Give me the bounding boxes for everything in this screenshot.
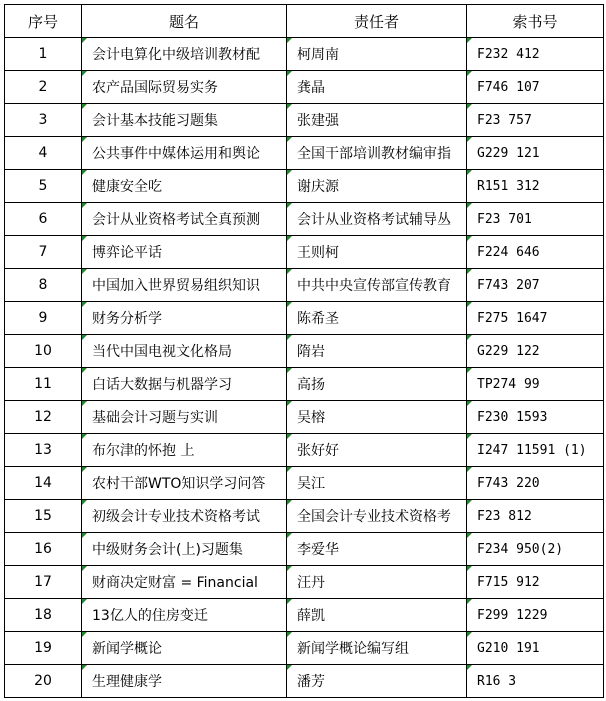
cell-marker-icon xyxy=(287,170,292,175)
cell-title[interactable] xyxy=(82,401,287,434)
cell-author-text: 中共中央宣传部宣传教育 xyxy=(297,278,451,294)
cell-marker-icon xyxy=(82,500,87,505)
cell-call-number-text: F224 646 xyxy=(477,244,540,260)
cell-author[interactable] xyxy=(287,599,467,632)
cell-number[interactable] xyxy=(5,533,82,566)
cell-marker-icon xyxy=(467,500,472,505)
cell-marker-icon xyxy=(82,203,87,208)
cell-number-text: 7 xyxy=(38,244,48,260)
cell-author[interactable] xyxy=(287,335,467,368)
cell-author[interactable] xyxy=(287,566,467,599)
cell-marker-icon xyxy=(467,38,472,43)
cell-call-number-text: F23 701 xyxy=(477,211,532,227)
cell-marker-icon xyxy=(82,335,87,340)
cell-marker-icon xyxy=(82,368,87,373)
cell-marker-icon xyxy=(467,599,472,604)
cell-author-text: 全国干部培训教材编审指 xyxy=(297,146,451,162)
cell-author-text: 王则柯 xyxy=(297,245,339,261)
cell-marker-icon xyxy=(82,236,87,241)
cell-number[interactable] xyxy=(5,632,82,665)
table-row xyxy=(5,236,604,269)
cell-marker-icon xyxy=(82,170,87,175)
cell-call-number[interactable] xyxy=(467,467,604,500)
cell-author-text: 谢庆源 xyxy=(297,179,339,195)
cell-title[interactable] xyxy=(82,335,287,368)
cell-title-text: 白话大数据与机器学习 xyxy=(92,377,232,393)
cell-number[interactable] xyxy=(5,71,82,104)
cell-marker-icon xyxy=(287,137,292,142)
cell-author-text: 全国会计专业技术资格考 xyxy=(297,509,451,525)
cell-author[interactable] xyxy=(287,434,467,467)
table-row xyxy=(5,104,604,137)
cell-number-text: 10 xyxy=(34,343,52,359)
cell-marker-icon xyxy=(82,104,87,109)
cell-call-number-text: F743 207 xyxy=(477,277,540,293)
cell-marker-icon xyxy=(467,434,472,439)
header-call-number[interactable]: 索书号 xyxy=(467,5,604,38)
cell-marker-icon xyxy=(82,71,87,76)
cell-title-text: 13亿人的住房变迁 xyxy=(92,608,208,624)
cell-number[interactable] xyxy=(5,467,82,500)
cell-author[interactable] xyxy=(287,104,467,137)
cell-marker-icon xyxy=(467,368,472,373)
cell-number-text: 11 xyxy=(34,376,52,392)
cell-title[interactable] xyxy=(82,236,287,269)
table-row xyxy=(5,566,604,599)
cell-author-text: 潘芳 xyxy=(297,674,325,690)
cell-call-number[interactable] xyxy=(467,500,604,533)
cell-author[interactable] xyxy=(287,401,467,434)
cell-title[interactable] xyxy=(82,302,287,335)
cell-number-text: 4 xyxy=(38,145,48,161)
cell-author[interactable] xyxy=(287,302,467,335)
table-row xyxy=(5,269,604,302)
cell-title[interactable] xyxy=(82,137,287,170)
cell-marker-icon xyxy=(287,599,292,604)
cell-call-number-text: F232 412 xyxy=(477,46,540,62)
cell-number-text: 13 xyxy=(34,442,52,458)
cell-number-text: 16 xyxy=(34,541,52,557)
cell-call-number-text: F23 812 xyxy=(477,508,532,524)
cell-call-number-text: G229 122 xyxy=(477,343,540,359)
cell-number-text: 19 xyxy=(34,640,52,656)
cell-call-number[interactable] xyxy=(467,335,604,368)
cell-call-number-text: R151 312 xyxy=(477,178,540,194)
cell-author-text: 汪丹 xyxy=(297,575,325,591)
cell-marker-icon xyxy=(287,236,292,241)
cell-marker-icon xyxy=(287,401,292,406)
cell-call-number[interactable] xyxy=(467,632,604,665)
table-row xyxy=(5,335,604,368)
cell-author-text: 吴榕 xyxy=(297,410,325,426)
cell-title[interactable] xyxy=(82,599,287,632)
cell-title-text: 农产品国际贸易实务 xyxy=(92,80,218,96)
cell-title-text: 公共事件中媒体运用和舆论 xyxy=(92,146,260,162)
cell-marker-icon xyxy=(467,170,472,175)
cell-number-text: 9 xyxy=(38,310,48,326)
cell-title-text: 会计电算化中级培训教材配 xyxy=(92,47,260,63)
cell-title-text: 新闻学概论 xyxy=(92,641,162,657)
cell-number-text: 18 xyxy=(34,607,52,623)
cell-author-text: 柯周南 xyxy=(297,47,339,63)
cell-title[interactable] xyxy=(82,71,287,104)
table-row xyxy=(5,632,604,665)
cell-call-number[interactable] xyxy=(467,203,604,236)
cell-author-text: 张好好 xyxy=(297,443,339,459)
cell-number-text: 17 xyxy=(34,574,52,590)
cell-title[interactable] xyxy=(82,665,287,698)
cell-marker-icon xyxy=(82,401,87,406)
cell-title-text: 会计从业资格考试全真预测 xyxy=(92,212,260,228)
cell-title[interactable] xyxy=(82,368,287,401)
cell-call-number[interactable] xyxy=(467,137,604,170)
cell-number-text: 5 xyxy=(38,178,48,194)
cell-marker-icon xyxy=(467,401,472,406)
cell-author-text: 薛凯 xyxy=(297,608,325,624)
cell-call-number-text: G229 121 xyxy=(477,145,540,161)
cell-number[interactable] xyxy=(5,335,82,368)
cell-marker-icon xyxy=(467,467,472,472)
cell-title-text: 基础会计习题与实训 xyxy=(92,410,218,426)
cell-author[interactable] xyxy=(287,467,467,500)
cell-marker-icon xyxy=(467,269,472,274)
cell-author-text: 李爱华 xyxy=(297,542,339,558)
table-row xyxy=(5,500,604,533)
cell-marker-icon xyxy=(82,38,87,43)
cell-number[interactable] xyxy=(5,269,82,302)
cell-title-text: 当代中国电视文化格局 xyxy=(92,344,232,360)
cell-number[interactable] xyxy=(5,434,82,467)
cell-call-number[interactable] xyxy=(467,38,604,71)
header-number[interactable]: 序号 xyxy=(5,5,82,38)
cell-marker-icon xyxy=(82,269,87,274)
table-row xyxy=(5,38,604,71)
cell-marker-icon xyxy=(467,665,472,670)
cell-author-text: 张建强 xyxy=(297,113,339,129)
cell-marker-icon xyxy=(82,599,87,604)
cell-title-text: 会计基本技能习题集 xyxy=(92,113,218,129)
cell-call-number[interactable] xyxy=(467,104,604,137)
cell-author[interactable] xyxy=(287,500,467,533)
cell-title-text: 健康安全吃 xyxy=(92,179,162,195)
cell-number-text: 6 xyxy=(38,211,48,227)
cell-number[interactable] xyxy=(5,137,82,170)
cell-number-text: 20 xyxy=(34,673,52,689)
cell-marker-icon xyxy=(82,533,87,538)
cell-marker-icon xyxy=(82,632,87,637)
table-body xyxy=(5,38,604,698)
cell-marker-icon xyxy=(287,533,292,538)
cell-number-text: 1 xyxy=(38,46,48,62)
cell-call-number[interactable] xyxy=(467,566,604,599)
cell-call-number-text: R16 3 xyxy=(477,673,517,689)
cell-call-number-text: F299 1229 xyxy=(477,607,548,623)
cell-author-text: 陈希圣 xyxy=(297,311,339,327)
cell-marker-icon xyxy=(287,203,292,208)
cell-marker-icon xyxy=(287,500,292,505)
cell-marker-icon xyxy=(287,71,292,76)
cell-marker-icon xyxy=(287,467,292,472)
table-row xyxy=(5,533,604,566)
cell-call-number-text: F23 757 xyxy=(477,112,532,128)
cell-marker-icon xyxy=(467,533,472,538)
cell-marker-icon xyxy=(82,467,87,472)
cell-number-text: 2 xyxy=(38,79,48,95)
cell-marker-icon xyxy=(467,71,472,76)
cell-author[interactable] xyxy=(287,533,467,566)
cell-title-text: 中国加入世界贸易组织知识 xyxy=(92,278,260,294)
cell-call-number-text: F715 912 xyxy=(477,574,540,590)
cell-author[interactable] xyxy=(287,170,467,203)
cell-marker-icon xyxy=(467,203,472,208)
cell-title[interactable] xyxy=(82,269,287,302)
book-list-table xyxy=(4,4,604,698)
cell-author[interactable] xyxy=(287,632,467,665)
cell-marker-icon xyxy=(287,566,292,571)
cell-marker-icon xyxy=(82,566,87,571)
cell-marker-icon xyxy=(82,434,87,439)
cell-marker-icon xyxy=(82,137,87,142)
table-row xyxy=(5,368,604,401)
cell-author-text: 龚晶 xyxy=(297,80,325,96)
cell-title[interactable] xyxy=(82,566,287,599)
cell-author[interactable] xyxy=(287,203,467,236)
cell-title[interactable] xyxy=(82,104,287,137)
cell-call-number-text: F234 950(2) xyxy=(477,541,564,557)
table-row xyxy=(5,665,604,698)
cell-author-text: 高扬 xyxy=(297,377,325,393)
table-row xyxy=(5,137,604,170)
cell-call-number[interactable] xyxy=(467,533,604,566)
table-row xyxy=(5,599,604,632)
cell-author[interactable] xyxy=(287,236,467,269)
cell-call-number[interactable] xyxy=(467,269,604,302)
cell-marker-icon xyxy=(287,434,292,439)
cell-title[interactable] xyxy=(82,500,287,533)
cell-marker-icon xyxy=(287,335,292,340)
table-row xyxy=(5,302,604,335)
cell-marker-icon xyxy=(467,632,472,637)
cell-title-text: 博弈论平话 xyxy=(92,245,162,261)
cell-title-text: 初级会计专业技术资格考试 xyxy=(92,509,260,525)
table-row xyxy=(5,170,604,203)
cell-marker-icon xyxy=(287,38,292,43)
cell-title-text: 布尔津的怀抱 上 xyxy=(92,443,195,459)
cell-author[interactable] xyxy=(287,269,467,302)
cell-number[interactable] xyxy=(5,104,82,137)
table-row xyxy=(5,71,604,104)
cell-call-number[interactable] xyxy=(467,434,604,467)
cell-title-text: 农村干部WTO知识学习问答 xyxy=(92,476,266,492)
cell-title-text: 生理健康学 xyxy=(92,674,162,690)
cell-number[interactable] xyxy=(5,38,82,71)
cell-marker-icon xyxy=(287,665,292,670)
cell-marker-icon xyxy=(287,104,292,109)
cell-call-number[interactable] xyxy=(467,599,604,632)
header-title[interactable]: 题名 xyxy=(82,5,287,38)
cell-title[interactable] xyxy=(82,533,287,566)
cell-author[interactable] xyxy=(287,38,467,71)
cell-marker-icon xyxy=(82,302,87,307)
cell-title[interactable] xyxy=(82,170,287,203)
cell-number[interactable] xyxy=(5,500,82,533)
table-row xyxy=(5,434,604,467)
cell-marker-icon xyxy=(467,335,472,340)
cell-title-text: 中级财务会计(上)习题集 xyxy=(92,542,243,558)
cell-number[interactable] xyxy=(5,599,82,632)
cell-call-number[interactable] xyxy=(467,302,604,335)
cell-number[interactable] xyxy=(5,203,82,236)
cell-marker-icon xyxy=(287,269,292,274)
cell-call-number[interactable] xyxy=(467,665,604,698)
cell-author[interactable] xyxy=(287,71,467,104)
cell-call-number-text: I247 11591 (1) xyxy=(477,442,587,458)
table-row xyxy=(5,401,604,434)
cell-call-number-text: F743 220 xyxy=(477,475,540,491)
table-row xyxy=(5,203,604,236)
cell-marker-icon xyxy=(287,302,292,307)
cell-title[interactable] xyxy=(82,632,287,665)
cell-author-text: 新闻学概论编写组 xyxy=(297,641,409,657)
cell-title[interactable] xyxy=(82,203,287,236)
cell-number-text: 8 xyxy=(38,277,48,293)
cell-call-number[interactable] xyxy=(467,170,604,203)
header-author[interactable]: 责任者 xyxy=(287,5,467,38)
cell-number[interactable] xyxy=(5,665,82,698)
cell-number[interactable] xyxy=(5,566,82,599)
cell-number[interactable] xyxy=(5,401,82,434)
cell-number-text: 12 xyxy=(34,409,52,425)
cell-call-number[interactable] xyxy=(467,71,604,104)
cell-call-number-text: TP274 99 xyxy=(477,376,540,392)
cell-call-number-text: F275 1647 xyxy=(477,310,548,326)
cell-marker-icon xyxy=(82,665,87,670)
cell-call-number-text: F746 107 xyxy=(477,79,540,95)
table-row xyxy=(5,467,604,500)
cell-number[interactable] xyxy=(5,236,82,269)
cell-title[interactable] xyxy=(82,467,287,500)
cell-author[interactable] xyxy=(287,368,467,401)
cell-marker-icon xyxy=(287,632,292,637)
cell-title-text: 财商决定财富 = Financial xyxy=(92,575,258,591)
cell-author[interactable] xyxy=(287,137,467,170)
cell-author-text: 会计从业资格考试辅导丛 xyxy=(297,212,451,228)
cell-author-text: 隋岩 xyxy=(297,344,325,360)
cell-marker-icon xyxy=(467,236,472,241)
cell-number[interactable] xyxy=(5,302,82,335)
cell-marker-icon xyxy=(467,566,472,571)
cell-marker-icon xyxy=(467,137,472,142)
cell-title[interactable] xyxy=(82,38,287,71)
cell-number[interactable] xyxy=(5,368,82,401)
cell-title[interactable] xyxy=(82,434,287,467)
cell-marker-icon xyxy=(467,302,472,307)
cell-number-text: 14 xyxy=(34,475,52,491)
cell-call-number[interactable] xyxy=(467,236,604,269)
cell-call-number-text: G210 191 xyxy=(477,640,540,656)
cell-author-text: 吴江 xyxy=(297,476,325,492)
cell-number-text: 3 xyxy=(38,112,48,128)
cell-author[interactable] xyxy=(287,665,467,698)
cell-title-text: 财务分析学 xyxy=(92,311,162,327)
cell-number[interactable] xyxy=(5,170,82,203)
cell-call-number[interactable] xyxy=(467,368,604,401)
cell-marker-icon xyxy=(287,368,292,373)
cell-call-number[interactable] xyxy=(467,401,604,434)
cell-marker-icon xyxy=(467,104,472,109)
header-row xyxy=(5,5,604,38)
cell-call-number-text: F230 1593 xyxy=(477,409,548,425)
cell-number-text: 15 xyxy=(34,508,52,524)
